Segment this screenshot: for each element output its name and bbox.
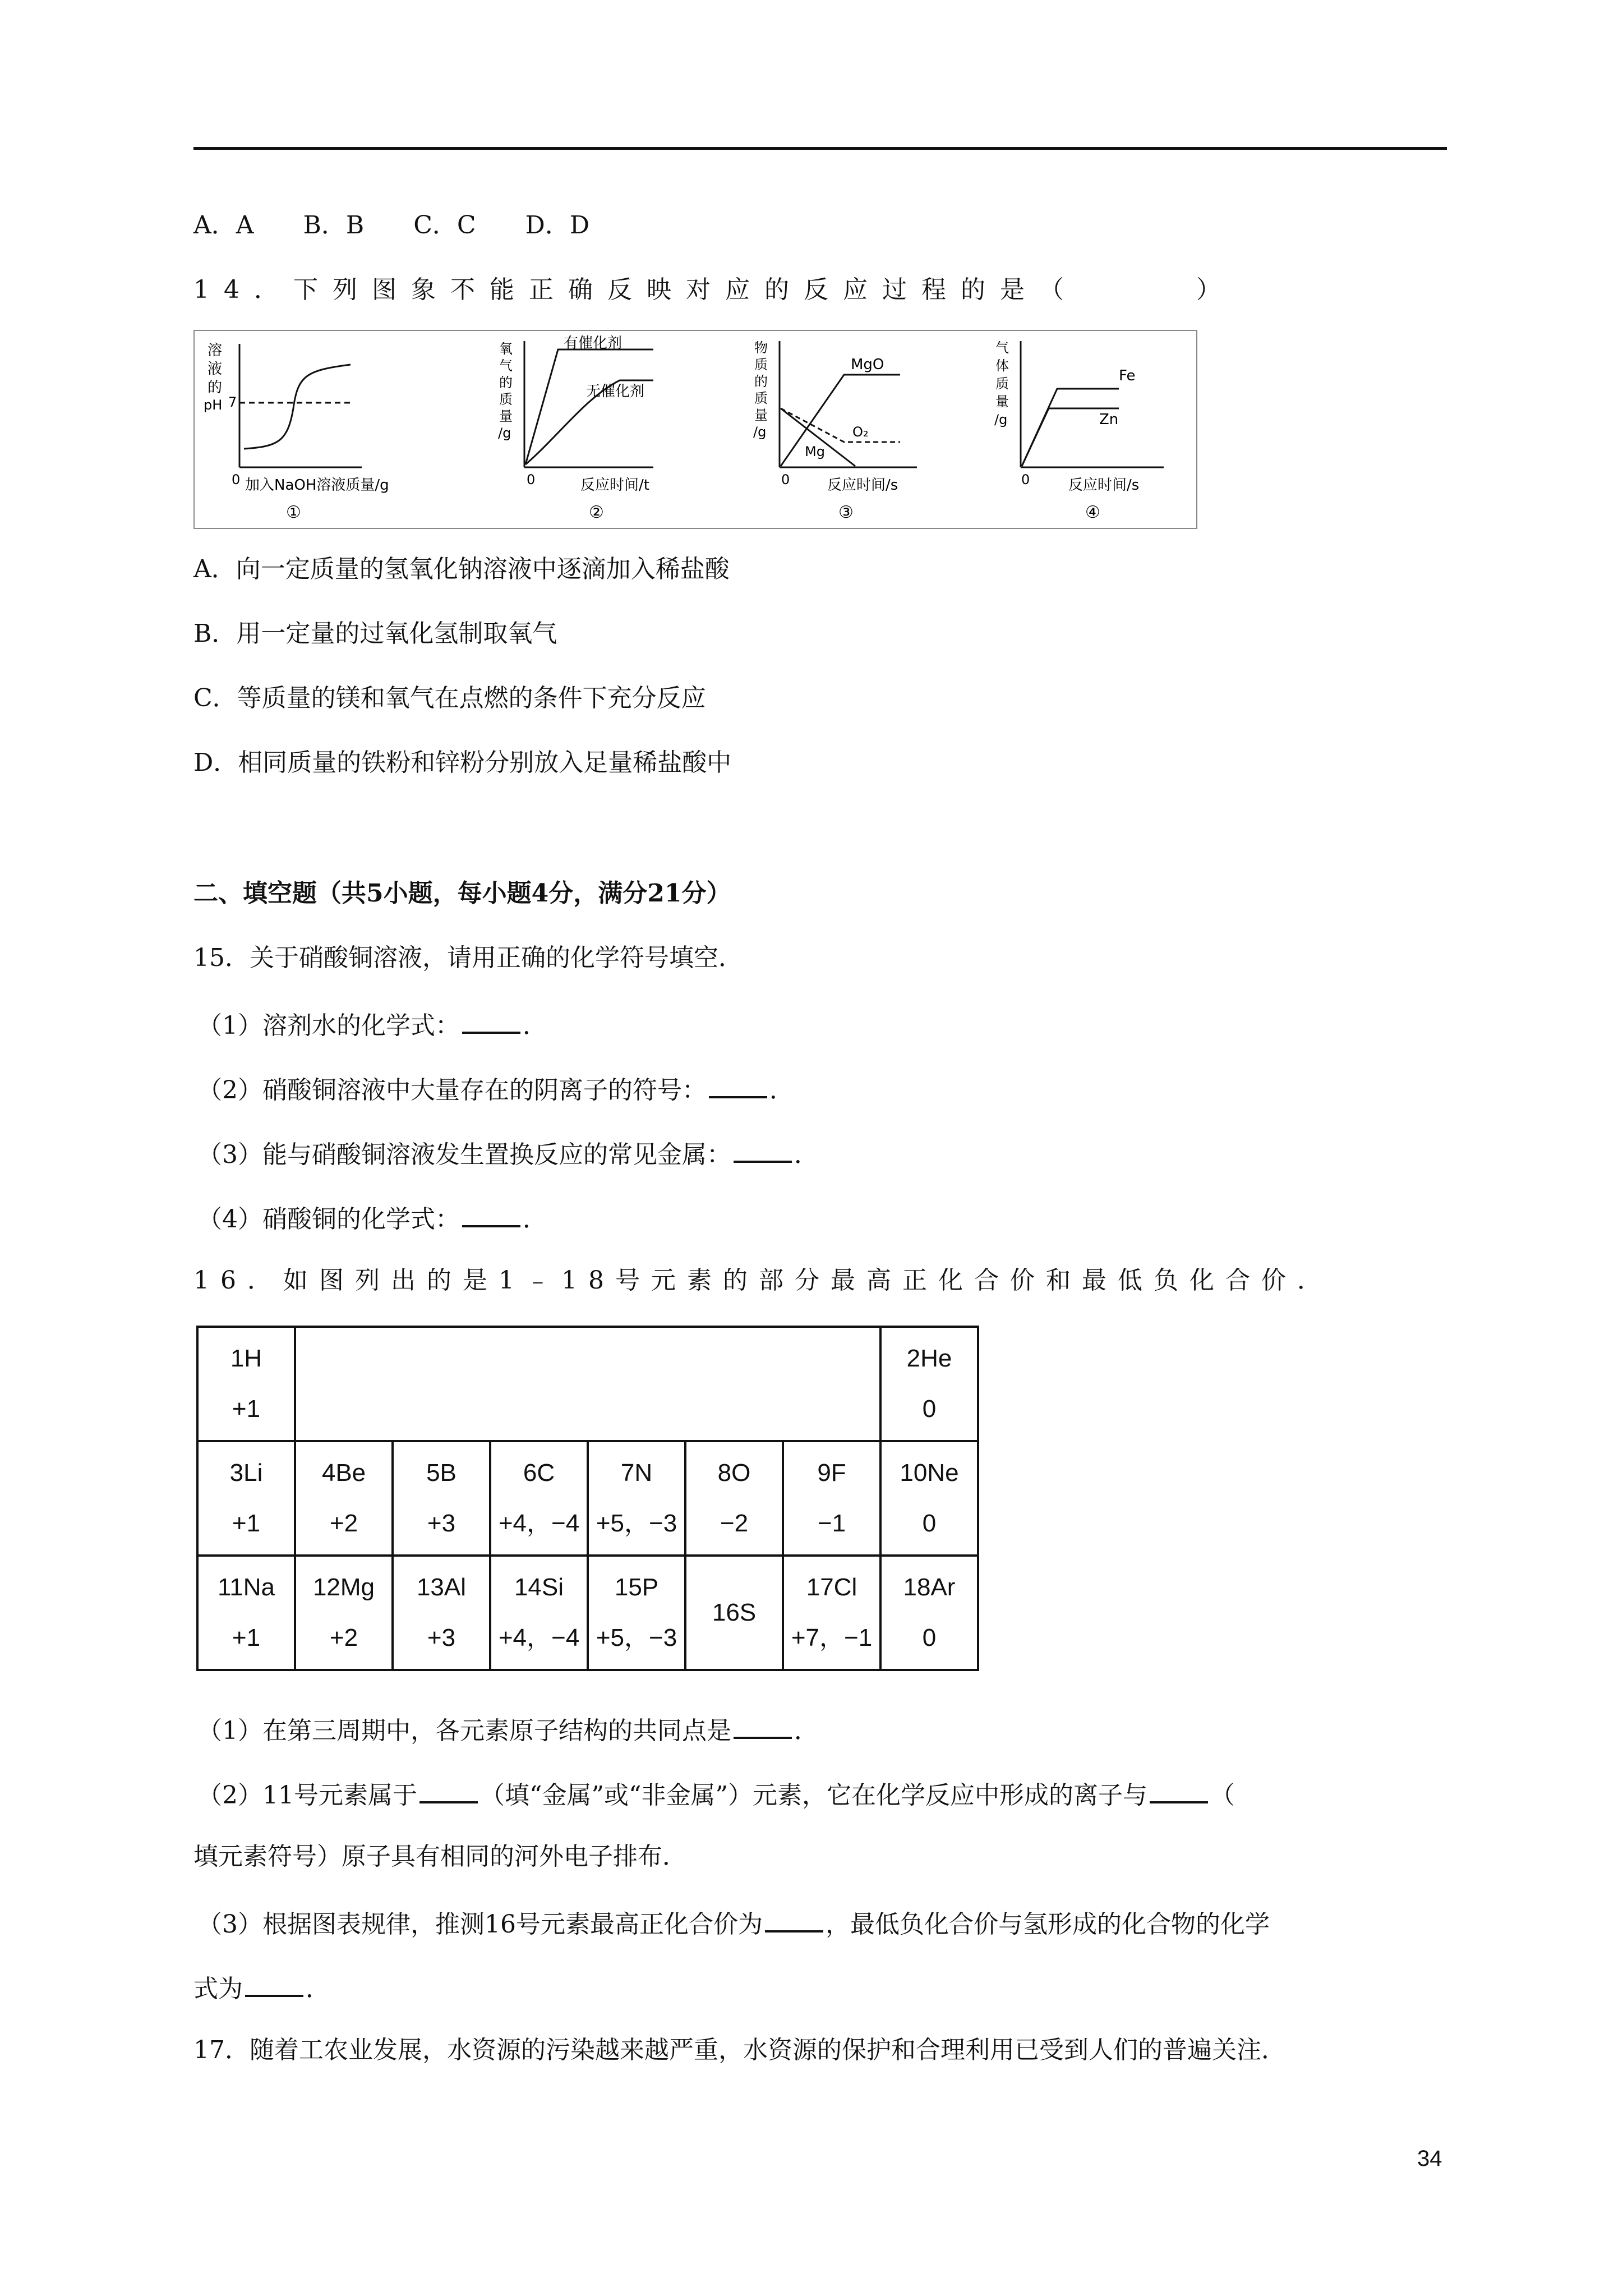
chart1-origin: 0 <box>232 472 241 487</box>
element-cell: 3Li +1 <box>197 1441 295 1556</box>
chart3-ylabel-0: 物 <box>754 340 768 356</box>
q16-stem: 16．如图列出的是1﹣18号元素的部分最高正化合价和最低负化合价． <box>193 1266 1333 1295</box>
q14-option-c: C．等质量的镁和氧气在点燃的条件下充分反应 <box>193 684 706 712</box>
element-cell: 18Ar 0 <box>880 1556 978 1670</box>
chart4-label-fe: Fe <box>1119 367 1136 384</box>
q13-options: A．A B．B C．C D．D <box>193 211 590 240</box>
element-cell: 7N +5，−3 <box>588 1441 685 1556</box>
chart3-label-o2: O₂ <box>852 424 869 440</box>
chart-2 <box>498 335 653 522</box>
chart1-ylabel-2: 的 <box>208 379 223 396</box>
q15-item-4: （4）硝酸铜的化学式： ． <box>197 1199 547 1236</box>
chart-1 <box>204 342 389 522</box>
chart2-number: ② <box>589 503 604 522</box>
q15-item-1: （1）溶剂水的化学式： ． <box>197 1006 547 1043</box>
element-cell: 9F −1 <box>783 1441 880 1556</box>
chart3-number: ③ <box>838 503 854 522</box>
chart4-ylabel-0: 气 <box>995 340 1009 356</box>
element-cell: 12Mg +2 <box>295 1556 393 1670</box>
empty-region <box>295 1327 880 1441</box>
chart3-xlabel: 反应时间/s <box>827 477 898 494</box>
chart1-ylabel-0: 溶 <box>208 342 223 359</box>
chart4-origin: 0 <box>1021 472 1030 487</box>
q16-sub-2-cont: 填元素符号）原子具有相同的河外电子排布． <box>193 1842 687 1871</box>
chart4-label-zn: Zn <box>1099 411 1119 428</box>
element-cell: 6C +4，−4 <box>490 1441 588 1556</box>
q15-item-3: （3）能与硝酸铜溶液发生置换反应的常见金属： ． <box>197 1135 819 1172</box>
element-cell: 1H +1 <box>197 1327 295 1441</box>
chart4-ylabel-1: 体 <box>995 358 1009 374</box>
chart2-label-no-catalyst: 无催化剂 <box>586 383 645 400</box>
chart4-number: ④ <box>1085 503 1100 522</box>
section-2-heading: 二、填空题（共5小题，每小题4分，满分21分） <box>193 879 731 908</box>
q14-option-a: A．向一定质量的氢氧化钠溶液中逐滴加入稀盐酸 <box>193 555 730 583</box>
chart3-ylabel-1: 质 <box>754 357 768 372</box>
element-cell: 2He 0 <box>880 1327 978 1441</box>
chart2-ylabel-3: 质 <box>499 392 513 407</box>
periodic-table <box>196 1326 979 1671</box>
q15-stem: 15．关于硝酸铜溶液，请用正确的化学符号填空． <box>193 944 743 972</box>
chart1-ylabel-1: 液 <box>208 361 223 378</box>
chart2-ylabel-2: 的 <box>499 375 513 390</box>
q15-item-2: （2）硝酸铜溶液中大量存在的阴离子的符号： ． <box>197 1070 794 1107</box>
element-cell: 10Ne 0 <box>880 1441 978 1556</box>
chart2-ylabel-5: /g <box>498 425 511 441</box>
chart1-ylabel-3: pH <box>204 397 223 413</box>
chart2-ylabel-4: 量 <box>499 408 513 424</box>
q16-sub-3: （3）根据图表规律，推测16号元素最高正化合价为 ，最低负化合价与氢形成的化合物的化学 <box>197 1904 1270 1941</box>
q16-sub-2: （2）11号元素属于 （填“金属”或“非金属”）元素，它在化学反应中形成的离子与 （ <box>197 1775 1235 1812</box>
element-cell: 13Al +3 <box>393 1556 490 1670</box>
element-cell: 14Si +4，−4 <box>490 1556 588 1670</box>
chart4-xlabel: 反应时间/s <box>1068 477 1140 494</box>
chart-3 <box>753 340 917 522</box>
q14-stem: 14．下列图象不能正确反映对应的反应过程的是（ ） <box>193 275 1235 304</box>
chart3-ylabel-4: 量 <box>754 407 768 423</box>
chart2-origin: 0 <box>527 472 536 487</box>
q16-sub-1: （1）在第三周期中，各元素原子结构的共同点是 ． <box>197 1711 819 1748</box>
element-cell: 11Na +1 <box>197 1556 295 1670</box>
q16-sub-3-cont: 式为 ． <box>193 1969 330 2006</box>
q14-figure <box>193 330 1197 529</box>
chart1-xlabel: 加入NaOH溶液质量/g <box>245 477 389 494</box>
chart2-label-catalyst: 有催化剂 <box>564 335 623 352</box>
element-cell: 15P +5，−3 <box>588 1556 685 1670</box>
chart2-ylabel-0: 氧 <box>499 341 513 357</box>
element-cell: 17Cl +7，−1 <box>783 1556 880 1670</box>
q17-stem: 17．随着工农业发展，水资源的污染越来越严重，水资源的保护和合理利用已受到人们的普遍关注． <box>193 2036 1286 2064</box>
chart4-ylabel-4: /g <box>994 412 1008 427</box>
chart2-ylabel-1: 气 <box>499 358 513 374</box>
chart4-ylabel-2: 质 <box>995 376 1009 392</box>
chart1-tick7: 7 <box>228 394 237 410</box>
chart1-number: ① <box>286 503 301 522</box>
chart3-label-mgo: MgO <box>851 356 884 373</box>
element-cell: 16S <box>685 1556 783 1670</box>
element-cell: 8O −2 <box>685 1441 783 1556</box>
element-cell: 4Be +2 <box>295 1441 393 1556</box>
chart2-xlabel: 反应时间/t <box>580 477 649 494</box>
chart3-ylabel-5: /g <box>753 424 767 440</box>
chart3-ylabel-3: 质 <box>754 390 768 406</box>
chart3-origin: 0 <box>781 472 790 487</box>
chart-4 <box>994 340 1164 522</box>
chart4-ylabel-3: 量 <box>995 394 1009 409</box>
header-rule <box>193 147 1447 150</box>
q14-option-b: B．用一定量的过氧化氢制取氧气 <box>193 619 557 648</box>
element-cell: 5B +3 <box>393 1441 490 1556</box>
q14-option-d: D．相同质量的铁粉和锌粉分别放入足量稀盐酸中 <box>193 748 732 777</box>
page-number: 34 <box>1417 2146 1442 2171</box>
chart3-ylabel-2: 的 <box>754 374 768 389</box>
chart3-label-mg: Mg <box>805 444 825 459</box>
